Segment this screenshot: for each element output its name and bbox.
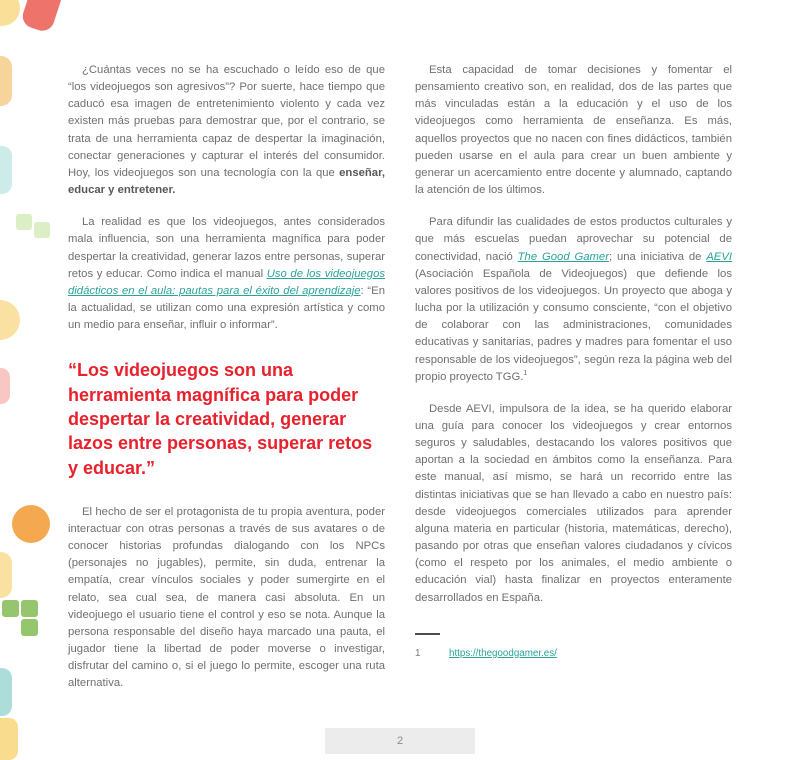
good-gamer-link[interactable]: The Good Gamer <box>517 250 609 263</box>
footnote-link[interactable]: https://thegoodgamer.es/ <box>449 647 557 659</box>
decorative-shape-green-square-c <box>2 600 19 617</box>
footnote-ref: 1 <box>523 369 528 377</box>
decorative-shape-green-square-d <box>21 600 38 617</box>
paragraph-text: Para difundir las cualidades de estos productos culturales y que más escuelas puedan aprovechar su potencial de conectividad, nació <box>415 216 732 263</box>
pull-quote: “Los videojuegos son una herramienta magnífica para poder despertar la creatividad, generar lazos entre personas, superar retos y educar.” <box>68 360 373 478</box>
decorative-shape-yellow-circle-top <box>0 0 20 26</box>
paragraph-text: La realidad es que los videojuegos, antes considerados mala influencia, son una herramienta magnífica para poder despertar la creatividad, generar lazos entre personas, superar retos y educar. Como indica el manual <box>68 216 385 280</box>
decorative-shape-yellow-circle-mid <box>0 300 20 340</box>
paragraph-text: : “En la actualidad, se utilizan como una expresión artística y como un medio para enseñar, influir o informar”. <box>68 284 386 332</box>
paragraph-decisions: Esta capacidad de tomar decisiones y fomentar el pensamiento creativo son, en realidad, dos de las partes que más vinculadas están a la educación y el uso de los videojuegos como herramienta de enseñanza. Es más, aquellos proyectos que no nacen con fines didácticos, también pueden usarse en el aula para crear un buen ambiente y generar un acercamiento entre docente y alumnado, captando la atención de los últimos. <box>415 64 732 197</box>
page-number-box <box>325 728 475 754</box>
paragraph-text: ¿Cuántas veces no se ha escuchado o leído eso de que “los videojuegos son agresivos”? Por suerte, hace tiempo que caducó esa imagen de entretenimiento violento y cada vez existen más pruebas para demostrar que, por el contrario, se trata de una herramienta capaz de despertar la imaginación, conectar generaciones y capturar el interés del consumidor. Hoy, los videojuegos son una tecnología con la que <box>68 64 385 179</box>
right-column <box>415 62 732 708</box>
decorative-shape-teal-shape-upper <box>0 146 12 194</box>
paragraph-aevi-guide: Desde AEVI, impulsora de la idea, se ha querido elaborar una guía para conocer los videojuegos y crear entornos seguros y saludables, destacando los valores positivos que aportan a la sociedad en ámbitos como la enseñanza. Para este manual, así mismo, se hará un recorrido entre las distintas iniciativas que se han llevado a cabo en nuestro país: desde videojuegos comerciales utilizados para aprender alguna materia en particular (historia, matemáticas, derecho), pasando por otras que enseñan valores ciudadanos y cívicos (como el respeto por los animales, el medio ambiente o educación vial) hasta finalizar en proyectos enteramente desarrollados en España. <box>415 402 732 604</box>
aevi-link[interactable]: AEVI <box>706 250 733 263</box>
paragraph-text: ; una iniciativa de <box>608 250 707 263</box>
paragraph-manual <box>68 214 385 334</box>
footnote-number: 1 <box>415 647 421 659</box>
decorative-shape-red-shape-top <box>20 0 65 34</box>
paragraph-intro <box>68 62 385 199</box>
decorative-shape-yellow-shape-low <box>0 552 12 598</box>
manual-link[interactable]: Uso de los videojuegos didácticos en el aula: pautas para el éxito del aprendizaje <box>68 267 385 297</box>
decorative-shape-green-square-e <box>21 619 38 636</box>
decorative-shape-green-square-a <box>16 214 32 230</box>
page-number: 2 <box>396 735 404 747</box>
page-content <box>68 62 732 708</box>
footnote <box>415 633 732 662</box>
decorative-shape-green-square-b <box>34 222 50 238</box>
footnote-divider <box>415 633 440 635</box>
decorative-shape-orange-circle <box>12 505 50 543</box>
paragraph-protagonist: El hecho de ser el protagonista de tu propia aventura, poder interactuar con otras personas a través de sus avatares o de conocer historias profundas dialogando con los NPCs (personajes no jugables), permite, sin duda, entrenar la empatía, crear vínculos sociales y poder sumergirte en el relato, sea cual sea, de manera casi absoluta. En un videojuego el usuario tiene el control y eso se nota. Aunque la persona responsable del diseño haya marcado una pauta, el jugador tiene la libertad de poder moverse o investigar, disfrutar del camino o, si el juego lo permite, escoger una ruta alternativa. <box>68 505 385 690</box>
decorative-shape-teal-shape-low <box>0 668 12 716</box>
left-column <box>68 62 385 708</box>
paragraph-goodgamer <box>415 214 732 386</box>
decorative-shape-orange-capsule <box>0 56 12 106</box>
decorative-shape-red-shape-mid <box>0 368 10 404</box>
footnote-row <box>415 647 732 662</box>
bold-text: enseñar, educar y entretener. <box>68 166 385 197</box>
paragraph-text: (Asociación Española de Videojuegos) que defiende los valores positivos de los videojuegos. Un proyecto que aboga y lucha por la utilización y consumo consciente, “con el objetivo de colaborar con las administraciones, comunidades educativas y sanitarias, padres y madres para fomentar el uso responsable de los videojuegos”, según reza la página web del propio proyecto TGG. <box>415 267 732 383</box>
